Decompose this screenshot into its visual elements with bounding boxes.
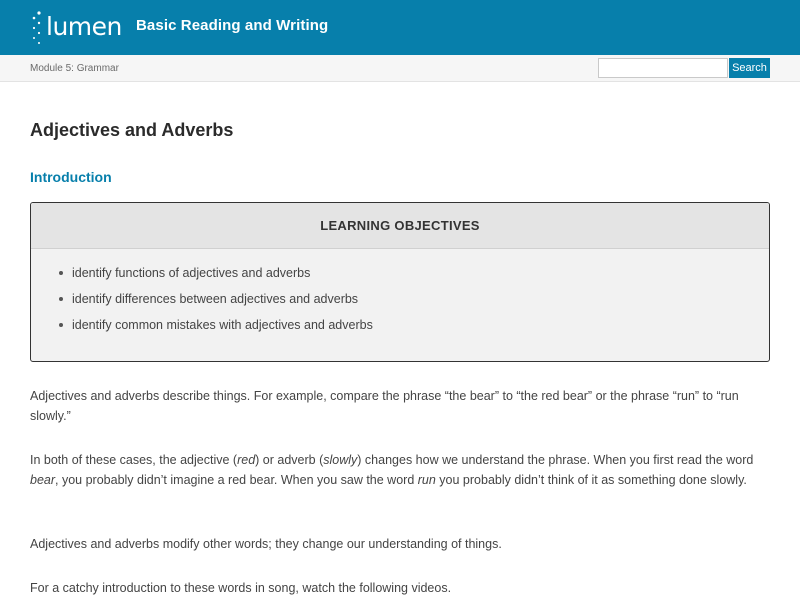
list-item xyxy=(59,265,769,291)
search-input[interactable] xyxy=(598,58,728,78)
text-segment: ) changes how we understand the phrase. When you first read the word xyxy=(357,453,754,467)
text-segment: you probably didn’t think of it as something done slowly. xyxy=(435,473,747,487)
logo-text: lumen xyxy=(46,12,122,41)
learning-objectives-list xyxy=(31,249,769,343)
list-item xyxy=(59,291,769,317)
search-button[interactable]: Search xyxy=(729,58,770,78)
emphasis-text: run xyxy=(417,473,436,487)
list-item xyxy=(59,317,769,343)
paragraph-3: Adjectives and adverbs modify other words; they change our understanding of things. xyxy=(30,537,502,551)
learning-objectives-title: LEARNING OBJECTIVES xyxy=(31,203,769,249)
list-item-text: identify functions of adjectives and adverbs xyxy=(72,266,311,280)
bullet-icon xyxy=(59,323,63,327)
emphasis-text: bear xyxy=(30,473,56,487)
top-header-bar xyxy=(0,0,800,55)
list-item-text: identify differences between adjectives and adverbs xyxy=(72,292,359,306)
bullet-icon xyxy=(59,271,63,275)
sub-navigation-bar xyxy=(0,55,800,82)
emphasis-text: red xyxy=(237,453,256,467)
emphasis-text: slowly xyxy=(323,453,358,467)
course-title[interactable]: Basic Reading and Writing xyxy=(136,17,329,34)
lumen-logo[interactable] xyxy=(30,10,122,46)
learning-objectives-box xyxy=(30,202,770,362)
text-segment: , you probably didn’t imagine a red bear. When you saw the word xyxy=(55,473,418,487)
text-segment: In both of these cases, the adjective ( xyxy=(30,453,238,467)
page-title: Adjectives and Adverbs xyxy=(30,120,234,140)
paragraph-2 xyxy=(30,450,770,490)
logo-dots-icon xyxy=(30,10,44,46)
list-item-text: identify common mistakes with adjectives and adverbs xyxy=(72,318,373,332)
text-segment: ) or adverb ( xyxy=(255,453,324,467)
paragraph-4: For a catchy introduction to these words in song, watch the following videos. xyxy=(30,581,452,595)
breadcrumb[interactable]: Module 5: Grammar xyxy=(30,63,119,74)
bullet-icon xyxy=(59,297,63,301)
section-heading-introduction: Introduction xyxy=(30,169,112,185)
paragraph-1: Adjectives and adverbs describe things. For example, compare the phrase “the bear” to “the red bear” or the phrase “run” to “run slowly.” xyxy=(30,389,739,423)
